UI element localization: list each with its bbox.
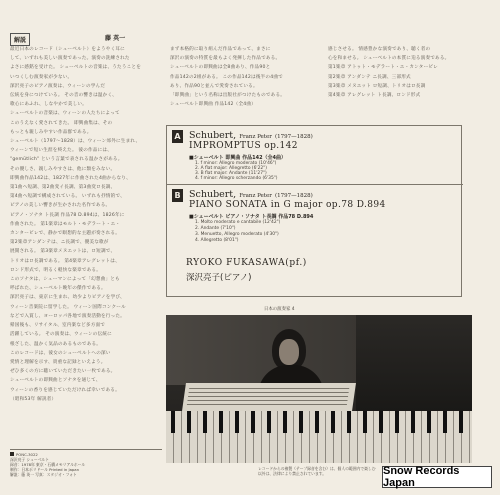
- text-line: このソナタは、シューマンによって「幻想曲」とも: [10, 277, 120, 283]
- catalog-square-icon: [10, 452, 14, 456]
- series-caption: 日本の演奏家 4: [264, 307, 295, 312]
- text-line: 作品142の2組がある。 この作品142は後半の4曲で: [170, 74, 283, 80]
- text-line: （昭和53年 解説者）: [10, 396, 57, 402]
- text-line: 感じさせる。 情感豊かな演奏であり、聴く者の: [328, 47, 431, 52]
- side-b-movement: 3. Menuetto, Allegro moderato (4'30"): [195, 232, 279, 237]
- credit-line: 解説：藤 英一 写真：スタジオ・フォト: [10, 471, 77, 477]
- credit-line: 深沢亮子 シューベルト: [10, 456, 50, 462]
- text-line: ピアノの美しい響きが生かされた名作である。: [10, 203, 111, 209]
- text-line: このレコードは、彼女のシューベルトへの深い: [10, 350, 111, 356]
- side-a-movement: 2. A flat major: Allegretto (6'22"): [195, 166, 267, 171]
- text-line: シューベルトの即興曲は全8曲あり、作品90と: [170, 65, 271, 71]
- text-line: 作曲された。 第1楽章はモルト・モデラート・エ・: [10, 221, 121, 227]
- text-line: 深沢の演奏の特質を最もよく発揮した作品である。: [170, 56, 281, 62]
- text-line: 第2楽章アンダンテは、ニ長調で、優美な歌が: [10, 240, 109, 246]
- text-line: "gemütlich" という言葉で表される温かさがある。: [10, 157, 123, 163]
- section-label: 解説: [10, 33, 30, 46]
- text-line: カンタービレで、静かで瞑想的な主題が奏される。: [10, 231, 120, 237]
- composer-surname: Schubert,: [189, 189, 237, 200]
- text-line: シューベルト（1797〜1828）は、ウィーン郊外に生まれ、: [10, 139, 141, 145]
- text-line: 第4楽章 アレグレット ト長調、ロンド形式: [328, 93, 421, 99]
- credit-line: 録音：1978年 東京・石橋メモリアルホール: [10, 461, 86, 467]
- text-line: 活躍している。 その演奏は、ウィーンの伝統に: [10, 332, 112, 338]
- staff-line: [187, 404, 347, 405]
- composer-surname: Schubert,: [189, 130, 237, 141]
- text-line: トリオはロ長調である。 第4楽章アレグレットは、: [10, 258, 120, 264]
- text-line: 即興曲作品142は、1827年に作曲された4曲からなり、: [10, 175, 131, 181]
- text-line: 第4曲ヘ短調で構成されている。 いずれも抒情的で、: [10, 194, 125, 200]
- text-line: よさに感銘を受けた。 シューベルトの音楽は、うたうことを: [10, 65, 142, 71]
- author-name: 藤 英一: [105, 35, 126, 42]
- text-line: 根ざした、温かく気品のあるものである。: [10, 341, 102, 347]
- pianist-photo: [166, 315, 472, 463]
- text-line: 第2楽章 アンダンテ ニ長調、三部形式: [328, 74, 411, 80]
- text-line: 心を和ませる。 シューベルトの本質に迫る演奏である。: [328, 56, 450, 62]
- credits-divider: [10, 449, 162, 450]
- side-b-movement: 1. Molto moderato e cantabile (12'42"): [195, 220, 281, 225]
- text-line: ウィーンで短い生涯を終えた。 彼の作品には、: [10, 148, 112, 154]
- text-line: ぜひ多くの方に聴いていただきたい一枚である。: [10, 369, 116, 375]
- text-line: もっとも親しみやすい作品群である。: [10, 129, 92, 135]
- catalog-number: PONC-3022: [16, 451, 38, 457]
- liner-notes-column-1: [10, 45, 162, 435]
- text-line: 「即興曲」という名称は出版社がつけたものである。: [170, 93, 286, 99]
- staff-line: [189, 392, 349, 393]
- credits-block: [10, 449, 162, 477]
- side-a-movement: 3. B flat major: Andante (11'27"): [195, 171, 267, 176]
- liner-notes-column-3: [328, 45, 478, 115]
- text-line: ウィーン音楽院に留学した。 ウィーン国際コンクール: [10, 304, 126, 310]
- text-line: シューベルト即興曲 作品142（全4曲）: [170, 102, 256, 108]
- staff-line: [189, 388, 349, 389]
- side-b-work-title: PIANO SONATA in G major op.78 D.894: [189, 200, 386, 210]
- text-line: などで入賞し、ヨーロッパ各地で演奏活動を行った。: [10, 313, 125, 319]
- side-b-program: [167, 184, 463, 250]
- liner-notes-column-2: [170, 45, 320, 115]
- performer-name-en: RYOKO FUKASAWA(pf.): [186, 258, 307, 268]
- composer-dates: (1797—1828): [274, 134, 313, 140]
- text-line: して、いずれも美しい演奏であった。演奏の洗練された: [10, 56, 130, 62]
- text-line: あり、作品90と並んで愛奏されている。: [170, 83, 258, 89]
- staff-line: [188, 396, 348, 397]
- composer-dates: (1797—1828): [274, 193, 313, 199]
- text-line: シューベルトの即興曲とソナタを通じて、: [10, 378, 101, 384]
- side-b-movement: 4. Allegretto (8'01"): [195, 238, 239, 243]
- text-line: このうえなく愛されてきた。 即興曲集は、その: [10, 120, 113, 126]
- text-line: 歌心にあふれ、しなやかで美しい。: [10, 102, 87, 108]
- text-line: 最近日本のレコード（シューベルト）をようやく耳に: [10, 47, 125, 52]
- photo-face: [279, 339, 299, 365]
- side-a-work-jp: ■シューベルト 即興曲 作品142（全4曲）: [189, 155, 287, 161]
- text-line: 深沢亮子は、東京に生まれ、幼少よりピアノを学び、: [10, 295, 125, 301]
- side-a-composer: [189, 130, 313, 141]
- text-line: シューベルトの音楽は、ウィーンの人たちによって: [10, 111, 120, 117]
- text-line: 第1楽章 アトゥト・モデラート・エ・カンタービレ: [328, 65, 438, 71]
- side-b-work-jp: ■シューベルト ピアノ・ソナタ ト長調 作品78 D.894: [189, 214, 314, 220]
- text-line: 第1曲ヘ短調、第2曲変イ長調、第3曲変ロ長調、: [10, 185, 116, 191]
- text-line: いつくしむ演奏家が少ない。: [10, 74, 73, 80]
- text-line: 愛情と理解を示す、貴重な記録といえよう。: [10, 359, 106, 365]
- text-line: 呼ばれた、シューベルト晩年の傑作である。: [10, 286, 106, 292]
- side-a-movement: 4. f minor: Allegro scherzando (6'35"): [195, 176, 278, 181]
- text-line: 伝統を身につけている。 その音の響きは温かく、: [10, 93, 117, 99]
- performer-name-jp: 深沢亮子(ピアノ): [186, 273, 252, 283]
- text-line: 展開される。 第3楽章メヌエットは、ロ短調で、: [10, 249, 116, 255]
- staff-line: [187, 400, 347, 401]
- text-line: ピアノ・ソナタ ト長調 作品78 D.894は、1826年に: [10, 212, 125, 218]
- side-b-movement: 2. Andante (7'10"): [195, 226, 236, 231]
- photo-dark-area: [356, 315, 472, 411]
- text-line: 第3楽章 メヌエット ロ短調、トリオはロ長調: [328, 83, 426, 89]
- credit-line: 制作：日本ポリドール Printed in Japan: [10, 466, 80, 472]
- composer-forename: Franz Peter: [239, 193, 272, 199]
- side-a-work-title: IMPROMPTUS op.142: [189, 141, 298, 151]
- text-line: まず本格的に取り組んだ作品であって、まさに: [170, 47, 271, 52]
- text-line: ロンド形式で、明るく軽快な楽章である。: [10, 267, 101, 273]
- store-watermark: Snow Records Japan: [382, 466, 492, 488]
- side-b-marker: B: [172, 189, 183, 202]
- side-a-program: [167, 126, 463, 184]
- text-line: 深沢亮子のピアノ演奏は、ウィーンの学んだ: [10, 83, 106, 89]
- side-b-composer: [189, 189, 313, 200]
- text-line: 帰国後も、リサイタル、室内楽など多方面で: [10, 323, 106, 329]
- text-line: ウィーンの香りを感じていただければ幸いである。: [10, 387, 120, 393]
- side-a-marker: A: [172, 130, 183, 143]
- photo-sheet-music: [182, 383, 356, 411]
- side-a-movement: 1. f minor: Allegro moderato (10'46"): [195, 161, 277, 166]
- text-line: その優しさ、親しみやすさは、他に類をみない。: [10, 166, 116, 172]
- photo-black-keys: [166, 411, 472, 433]
- composer-forename: Franz Peter: [239, 134, 272, 140]
- copyright-notice: レコードからの複製（テープ録音を含む）は、個人の範囲内で楽しむ以外は、法律により禁止されています。: [258, 466, 376, 476]
